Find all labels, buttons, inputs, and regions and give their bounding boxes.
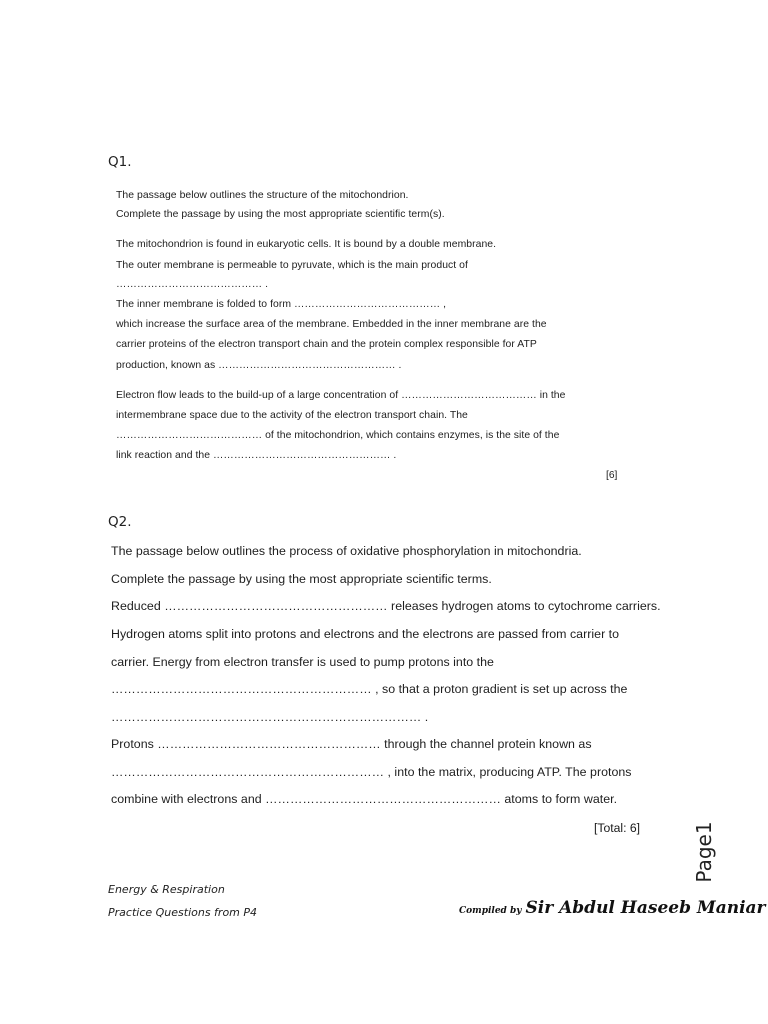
question-2-line: ……………………………………………………… , so that a proton gradient is set up across the — [111, 682, 628, 696]
question-1-line: The passage below outlines the structure of the mitochondrion. — [116, 190, 409, 201]
question-1-line: Complete the passage by using the most appropriate scientific term(s). — [116, 209, 445, 220]
question-1-line: …………………………………… . — [116, 279, 269, 290]
question-1-line: intermembrane space due to the activity of the electron transport chain. The — [116, 410, 468, 421]
question-1-line: The mitochondrion is found in eukaryotic cells. It is bound by a double membrane. — [116, 239, 497, 250]
question-2-line: Hydrogen atoms split into protons and electrons and the electrons are passed from carrier to — [111, 627, 620, 641]
question-1-line: which increase the surface area of the membrane. Embedded in the inner membrane are the — [116, 319, 547, 330]
author-name: Sir Abdul Haseeb Maniar — [525, 898, 766, 918]
question-2-line: combine with electrons and ………………………………………………… atoms to form water. — [111, 792, 618, 806]
question-2-label: Q2. — [108, 514, 132, 530]
footer-compiled-by — [459, 898, 766, 918]
footer-topic: Energy & Respiration — [108, 883, 225, 896]
question-1-line: production, known as …………………………………………… . — [116, 360, 402, 371]
question-1-label: Q1. — [108, 154, 132, 170]
page-number-label: Page1 — [692, 821, 716, 883]
question-2-line: ………………………………………………………… , into the matrix, producing ATP. The protons — [111, 765, 632, 779]
question-1-line: carrier proteins of the electron transport chain and the protein complex responsible for ATP — [116, 339, 537, 350]
question-2-total-marks: [Total: 6] — [594, 821, 641, 835]
question-2-line: carrier. Energy from electron transfer is used to pump protons into the — [111, 655, 494, 669]
question-1-line: The inner membrane is folded to form …………………………………… , — [116, 299, 447, 310]
question-2-line: The passage below outlines the process of oxidative phosphorylation in mitochondria. — [111, 544, 582, 558]
question-2-line: Protons ……………………………………………… through the channel protein known as — [111, 737, 592, 751]
question-1-line: link reaction and the …………………………………………… . — [116, 450, 397, 461]
question-2-line: Reduced ……………………………………………… releases hydrogen atoms to cytochrome carriers. — [111, 599, 661, 613]
footer-subtitle: Practice Questions from P4 — [108, 906, 258, 919]
question-2-line: ………………………………………………………………… . — [111, 710, 429, 724]
question-1-line: Electron flow leads to the build-up of a large concentration of ………………………………… in the — [116, 390, 566, 401]
question-2-line: Complete the passage by using the most appropriate scientific terms. — [111, 572, 492, 586]
question-1-line: The outer membrane is permeable to pyruvate, which is the main product of — [116, 260, 468, 271]
question-1-line: …………………………………… of the mitochondrion, which contains enzymes, is the site of the — [116, 430, 560, 441]
page-number — [676, 821, 732, 883]
compiled-by-label: Compiled by — [459, 906, 522, 916]
question-1-marks: [6] — [606, 470, 618, 481]
